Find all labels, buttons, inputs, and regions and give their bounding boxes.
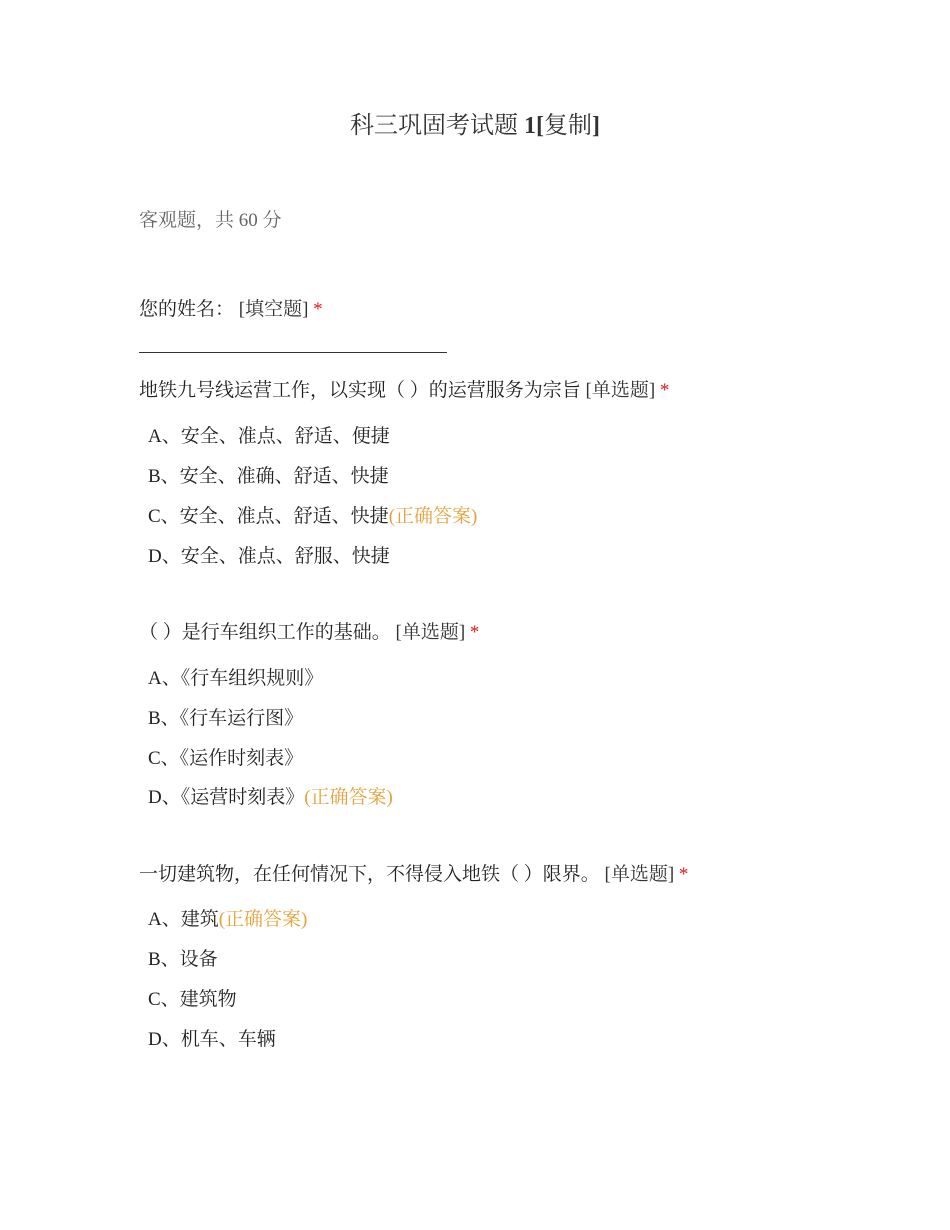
option-label: A、安全、准点、舒适、便捷: [148, 426, 390, 447]
option-item[interactable]: [148, 907, 307, 933]
question-3: [139, 620, 479, 646]
option-item[interactable]: [148, 504, 477, 530]
correct-answer-tag: (正确答案): [218, 909, 308, 930]
required-mark: *: [678, 864, 689, 885]
option-item[interactable]: [148, 544, 390, 570]
required-mark: *: [659, 380, 670, 401]
option-item[interactable]: [148, 785, 393, 811]
question-2: [139, 378, 669, 404]
option-item[interactable]: [148, 424, 390, 450]
option-label: C、建筑物: [148, 989, 237, 1010]
option-label: A、建筑: [148, 909, 219, 930]
option-label: D、《运营时刻表》: [148, 787, 305, 808]
question-text: 地铁九号线运营工作，以实现（ ）的运营服务为宗旨: [139, 380, 581, 401]
name-input-line[interactable]: [139, 352, 447, 353]
option-item[interactable]: [148, 666, 323, 692]
question-text: （ ）是行车组织工作的基础。: [139, 622, 391, 643]
option-item[interactable]: [148, 1027, 276, 1053]
option-label: D、安全、准点、舒服、快捷: [148, 546, 390, 567]
title-main: 科三巩固考试题: [350, 113, 518, 139]
option-label: C、安全、准点、舒适、快捷: [148, 506, 389, 527]
option-label: D、机车、车辆: [148, 1029, 276, 1050]
option-label: A、《行车组织规则》: [148, 668, 324, 689]
required-mark: *: [313, 299, 323, 320]
option-label: B、设备: [148, 949, 218, 970]
option-item[interactable]: [148, 464, 389, 490]
option-label: C、《运作时刻表》: [148, 748, 304, 769]
title-copy: 复制: [544, 113, 592, 139]
page-title: [0, 111, 950, 141]
correct-answer-tag: (正确答案): [304, 787, 393, 808]
question-type: [单选题]: [395, 622, 466, 643]
question-4: [139, 862, 688, 888]
option-item[interactable]: [148, 746, 303, 772]
question-type: [单选题]: [585, 380, 656, 401]
question-text: 一切建筑物，在任何情况下，不得侵入地铁（ ）限界。: [139, 864, 600, 885]
question-name: [139, 297, 323, 323]
section-note: 客观题，共 60 分: [139, 210, 282, 231]
question-text: 您的姓名：: [139, 299, 235, 320]
option-item[interactable]: [148, 987, 237, 1013]
title-bracket: ]: [592, 113, 600, 139]
required-mark: *: [469, 622, 480, 643]
question-type: [单选题]: [604, 864, 675, 885]
correct-answer-tag: (正确答案): [388, 506, 478, 527]
title-number: 1[: [524, 113, 544, 139]
option-item[interactable]: [148, 706, 303, 732]
question-type: [填空题]: [238, 299, 309, 320]
option-label: B、安全、准确、舒适、快捷: [148, 466, 389, 487]
option-label: B、《行车运行图》: [148, 708, 304, 729]
option-item[interactable]: [148, 947, 218, 973]
